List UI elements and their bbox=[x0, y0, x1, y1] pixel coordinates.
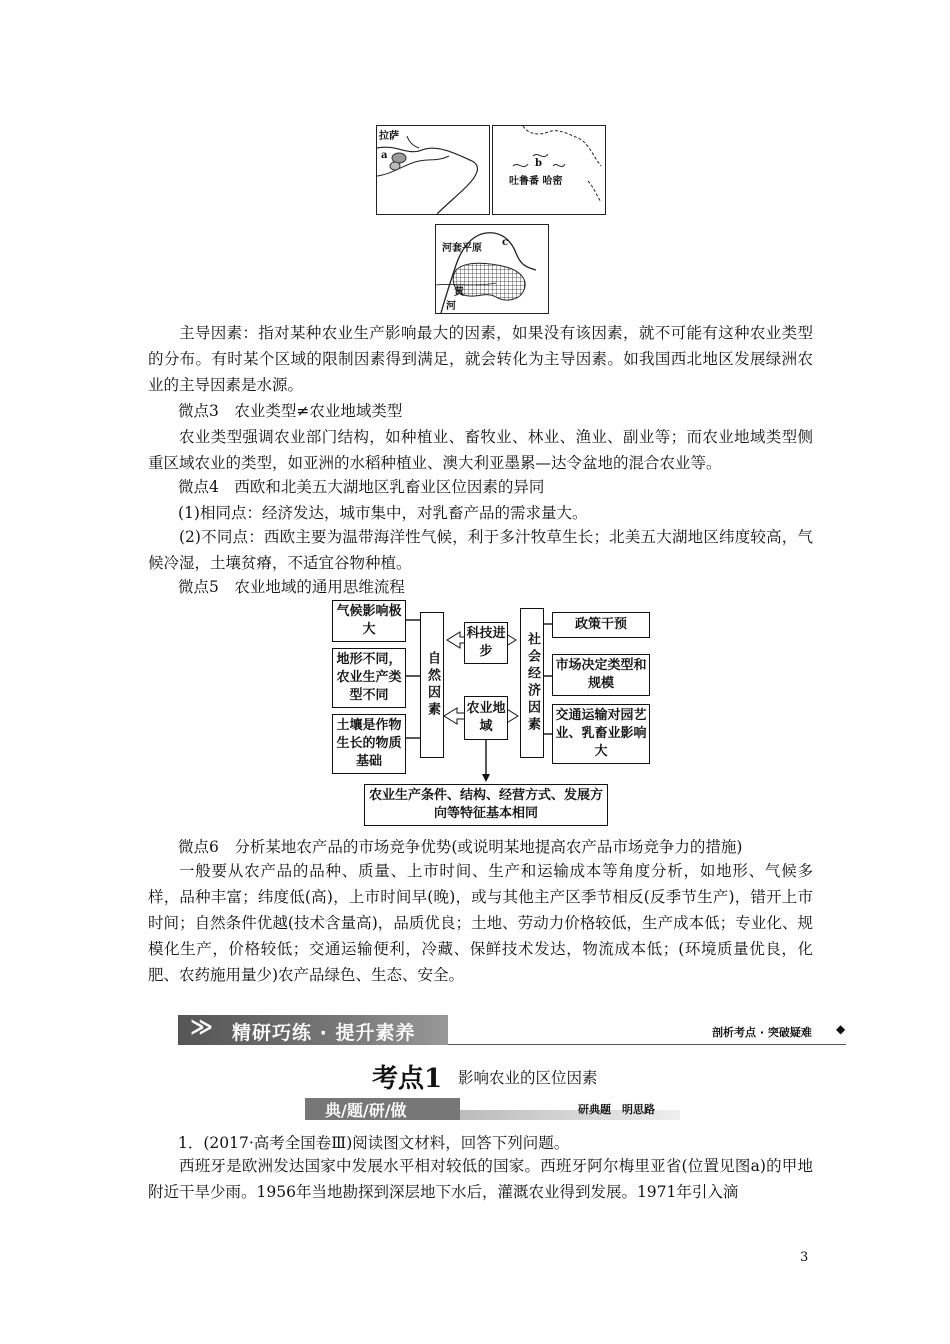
section-banner-right: 剖析考点 · 突破疑难 bbox=[712, 1026, 812, 1039]
point5-heading: 微点5 农业地域的通用思维流程 bbox=[178, 578, 405, 596]
sub-banner-right: 研典题 明思路 bbox=[578, 1103, 655, 1116]
page-number: 3 bbox=[800, 1250, 809, 1265]
kaodian-label: 考点1 bbox=[372, 1064, 443, 1094]
question-1: 1．(2017·高考全国卷Ⅲ)阅读图文材料，回答下列问题。 bbox=[178, 1134, 570, 1152]
kaodian-title: 影响农业的区位因素 bbox=[458, 1069, 598, 1087]
map-hetao-river-1: 黄 bbox=[454, 287, 464, 298]
flow-box-market: 市场决定类型和规模 bbox=[552, 654, 650, 696]
map-turpan-point: b bbox=[535, 158, 542, 169]
banner-chevron-icon: ≫ bbox=[190, 1015, 214, 1040]
question-body: 西班牙是欧洲发达国家中发展水平相对较低的国家。西班牙阿尔梅里亚省(位置见图a)的甲地附近干旱少雨。1956年当地勘探到深层地下水后，灌溉农业得到发展。1971年引入滴 bbox=[148, 1157, 813, 1201]
point6-text: 一般要从农产品的品种、质量、上市时间、生产和运输成本等角度分析，如地形、气候多样，品种丰富；纬度低(高)，上市时间早(晚)，或与其他主产区季节相反(反季节生产)，错开上市时间；自然条件优越(技术含量高)，品质优良；土地、劳动力价格较低，生产成本低；专业化、规模化生产，价格较低；交通运输便利，冷藏、保鲜技术发达，物流成本低；(环境质量优良，化肥、农药施用量少)农产品绿色、生态、安全。 bbox=[148, 862, 813, 984]
flow-box-social: 社会经济因素 bbox=[520, 608, 544, 758]
flow-box-region: 农业地域 bbox=[464, 696, 508, 740]
section-banner-title: 精研巧练 · 提升素养 bbox=[232, 1022, 416, 1044]
map-turpan bbox=[492, 125, 606, 215]
flow-box-climate: 气候影响极大 bbox=[332, 600, 406, 642]
diamond-icon: ◆ bbox=[836, 1022, 846, 1036]
point6-heading: 微点6 分析某地农产品的市场竞争优势(或说明某地提高农产品市场竞争力的措施) bbox=[178, 838, 743, 856]
intro-paragraph: 主导因素：指对某种农业生产影响最大的因素，如果没有该因素，就不可能有这种农业类型的分布。有时某个区域的限制因素得到满足，就会转化为主导因素。如我国西北地区发展绿洲农业的主导因素是水源。 bbox=[148, 324, 813, 394]
sub-banner-title: 典/题/研/做 bbox=[325, 1101, 407, 1120]
map-hetao-point: c bbox=[502, 237, 509, 248]
map-lhasa-city: 拉萨 bbox=[379, 131, 399, 142]
map-hetao-plain: 河套平原 bbox=[442, 243, 482, 254]
map-lhasa bbox=[376, 125, 490, 215]
map-hetao-river-2: 河 bbox=[446, 301, 456, 312]
point3-heading: 微点3 农业类型≠农业地域类型 bbox=[178, 402, 403, 420]
map-lhasa-point: a bbox=[381, 150, 388, 161]
flow-box-natural: 自然因素 bbox=[420, 612, 444, 758]
map-hetao bbox=[435, 224, 549, 314]
point4-heading: 微点4 西欧和北美五大湖地区乳畜业区位因素的异同 bbox=[178, 478, 545, 496]
point4-same: (1)相同点：经济发达，城市集中，对乳畜产品的需求量大。 bbox=[178, 504, 588, 522]
map-turpan-drawing bbox=[493, 126, 605, 214]
point4-diff: (2)不同点：西欧主要为温带海洋性气候，利于多汁牧草生长；北美五大湖地区纬度较高，气候冷湿，土壤贫瘠，不适宜谷物种植。 bbox=[148, 528, 813, 572]
flowchart bbox=[330, 598, 660, 830]
banner-rule bbox=[448, 1044, 846, 1045]
map-turpan-cities: 吐鲁番 哈密 bbox=[509, 176, 563, 187]
flow-box-tech: 科技进步 bbox=[464, 622, 508, 664]
flow-box-terrain: 地形不同，农业生产类型不同 bbox=[332, 648, 406, 708]
flow-box-soil: 土壤是作物生长的物质基础 bbox=[332, 714, 406, 774]
flow-box-result: 农业生产条件、结构、经营方式、发展方向等特征基本相同 bbox=[364, 784, 608, 826]
flow-box-transport: 交通运输对园艺业、乳畜业影响大 bbox=[552, 704, 650, 764]
point3-text: 农业类型强调农业部门结构，如种植业、畜牧业、林业、渔业、副业等；而农业地域类型侧重区域农业的类型，如亚洲的水稻种植业、澳大利亚墨累—达令盆地的混合农业等。 bbox=[148, 428, 813, 472]
flow-box-policy: 政策干预 bbox=[552, 612, 650, 638]
